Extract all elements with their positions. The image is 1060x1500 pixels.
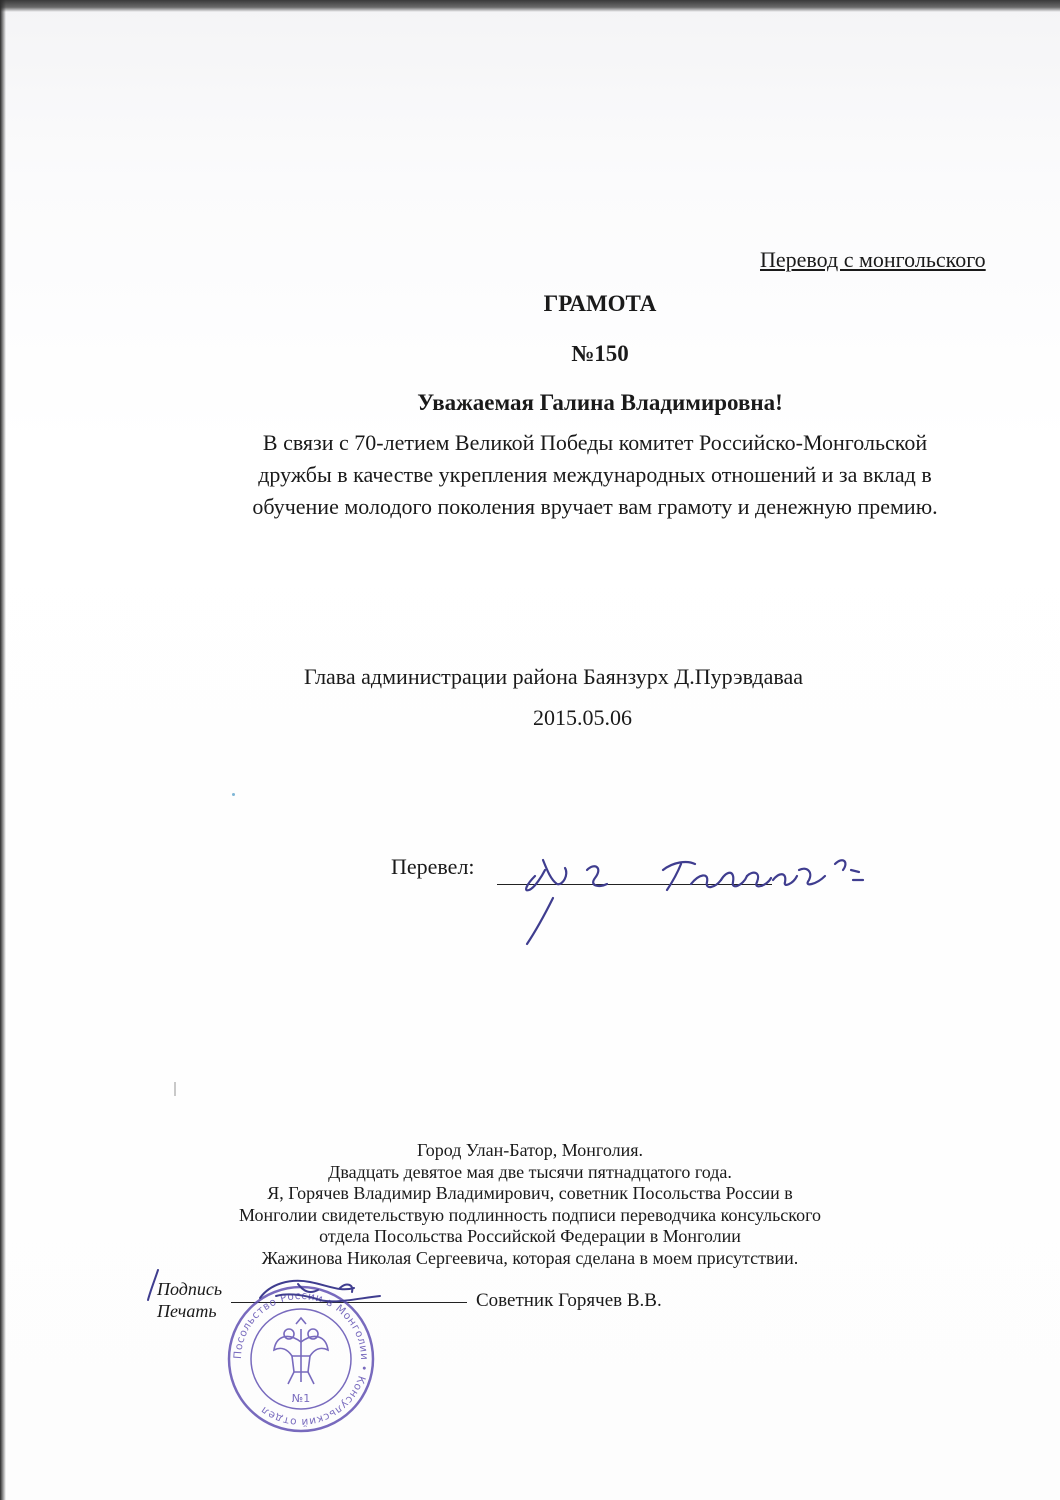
seal-ring-text: Посольство России в Монголии • Консульский отдел [231, 1289, 371, 1429]
certification-line: Жажинова Николая Сергеевича, которая сделана в моем присутствии. [261, 1247, 799, 1268]
signature-label: Подпись [157, 1279, 223, 1299]
seal-label: Печать [157, 1301, 217, 1321]
certification-text [130, 1140, 930, 1269]
scan-speck [232, 793, 235, 796]
translator-signature [495, 840, 905, 955]
scan-speck [174, 1082, 176, 1096]
official-signature [140, 1262, 470, 1322]
salutation: Уважаемая Галина Владимировна! [417, 390, 783, 415]
certification-line: отдела Посольства Российской Федерации в Монголии [319, 1226, 741, 1246]
translator-label: Перевел: [391, 854, 475, 879]
scan-edge-left [0, 0, 6, 1500]
issue-date: 2015.05.06 [533, 705, 632, 730]
seal-number: №1 [291, 1392, 311, 1405]
document-number: №150 [571, 341, 629, 366]
body-line: дружбы в качестве укрепления международных отношений и за вклад в [258, 462, 932, 487]
body-line: В связи с 70-летием Великой Победы комитет Российско-Монгольской [262, 430, 928, 455]
eagle-emblem-icon [274, 1318, 328, 1384]
issuer: Глава администрации района Баянзурх Д.Пурэвдаваа [304, 664, 804, 689]
scan-edge-top [0, 0, 1060, 12]
certification-line: Двадцать девятое мая две тысячи пятнадцатого года. [328, 1161, 732, 1182]
body-line: обучение молодого поколения вручает вам грамоту и денежную премию. [252, 494, 938, 519]
certification-line: Город Улан-Батор, Монголия. [416, 1140, 644, 1160]
body-paragraph [195, 427, 995, 523]
certification-line: Я, Горячев Владимир Владимирович, советник Посольства России в [267, 1183, 793, 1203]
document-title: ГРАМОТА [543, 291, 657, 316]
certification-line: Монголии свидетельствую подлинность подписи переводчика консульского [238, 1204, 822, 1225]
translation-note: Перевод с монгольского [760, 247, 986, 272]
signer-name: Советник Горячев В.В. [476, 1290, 662, 1311]
